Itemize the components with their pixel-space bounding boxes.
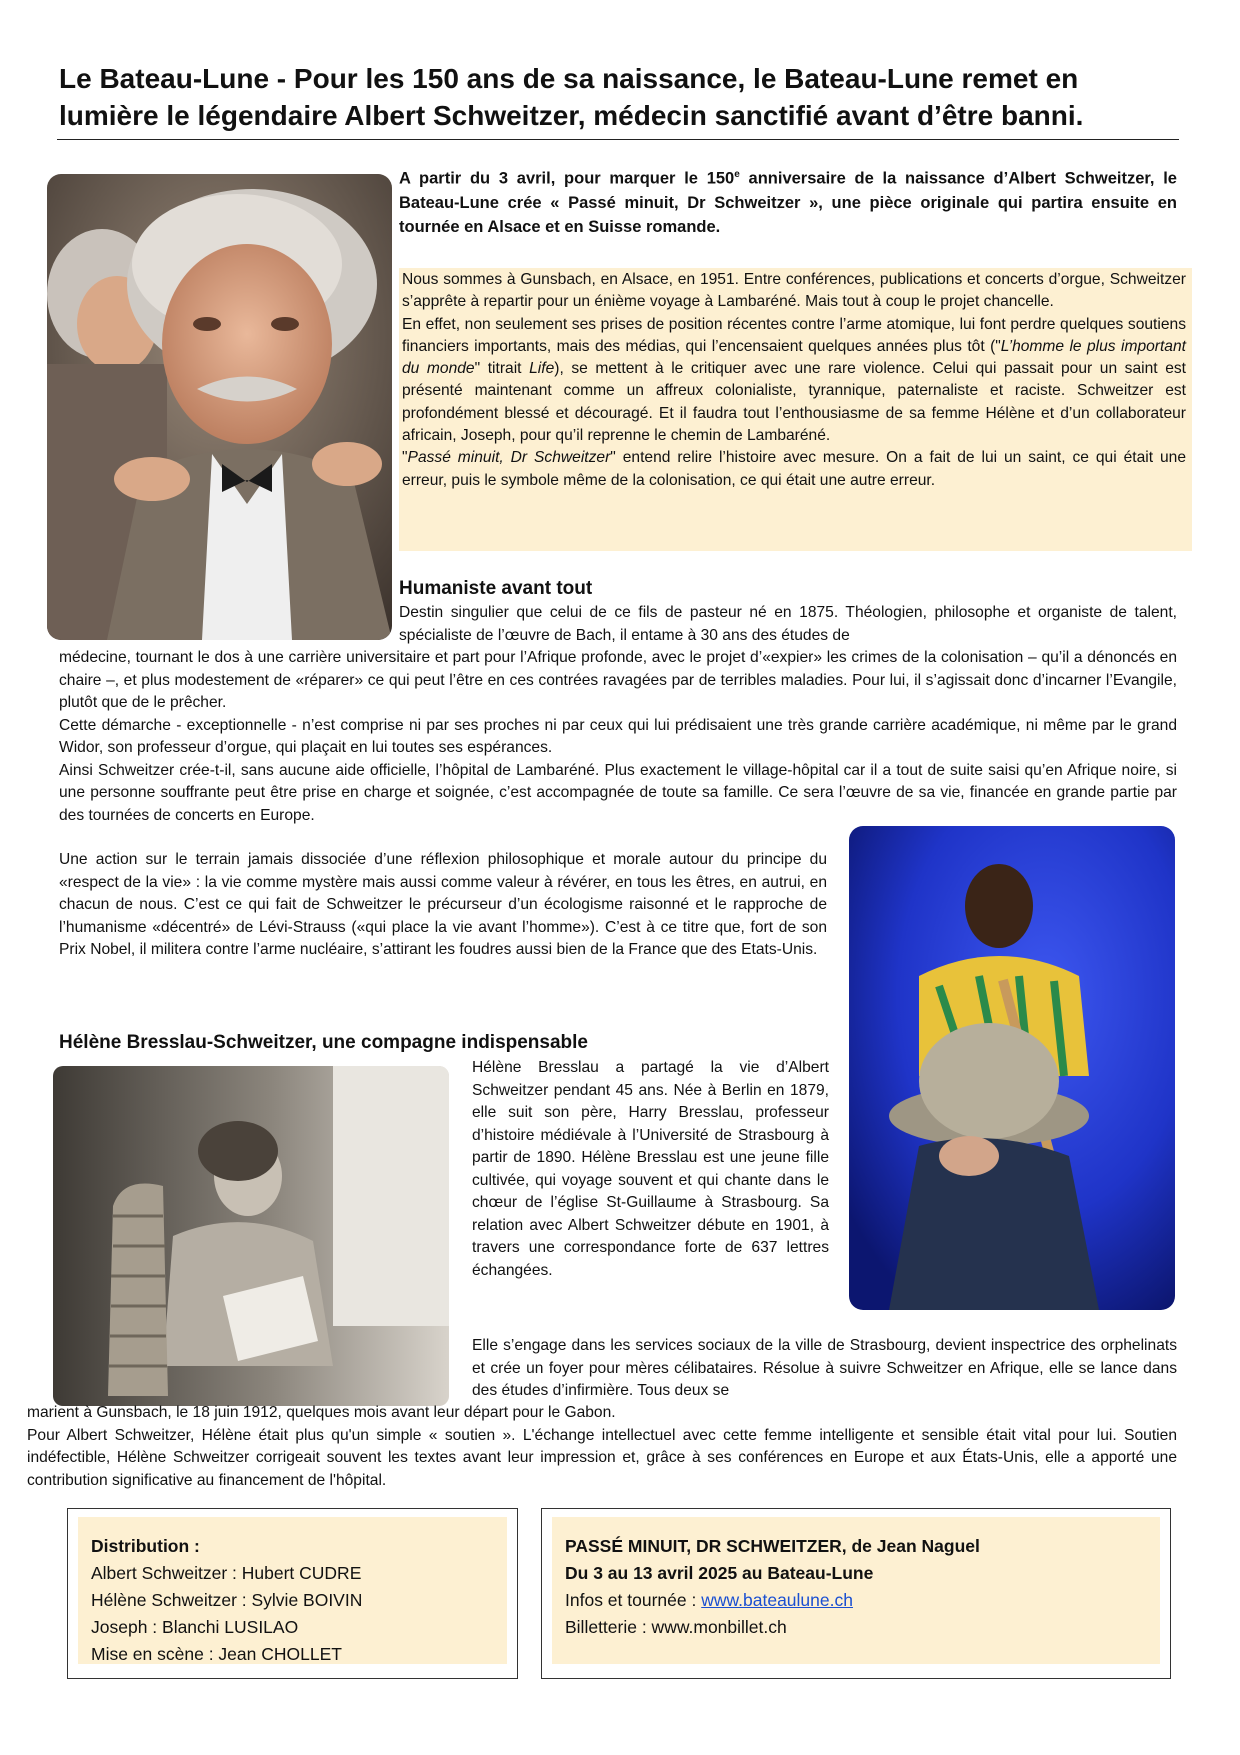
photo-helene-reading [53,1066,449,1406]
helene-p4: Pour Albert Schweitzer, Hélène était plus qu'un simple « soutien ». L'échange intellectuel avec cette femme intelligente et sensible était vital pour lui. Soutien indéfectible, Hélène Schweitzer corrigeait souvent les textes avant leur impression et, grâce à ses conférences en Europe et aux États-Unis, elle a apporté une contribution significative au financement de l'hôpital. [27,1426,1177,1489]
cast-line: Joseph : Blanchi LUSILAO [91,1617,299,1637]
humaniste-p1: Destin singulier que celui de ce fils de pasteur né en 1875. Théologien, philosophe et organiste de talent, spécialiste de l’œuvre de Bach, il entame à 30 ans des études de [399,604,1177,644]
photo-stage-joseph [849,826,1175,1310]
show-title: PASSÉ MINUIT, DR SCHWEITZER, de Jean Naguel [565,1536,980,1556]
distribution-text [91,1533,362,1668]
helene-p1: Hélène Bresslau a partagé la vie d’Albert Schweitzer pendant 45 ans. Née à Berlin en 1879, elle suit son père, Harry Bresslau, professeur d’histoire médiévale à l’Université de Strasbourg à partir de 1890. Hélène Bresslau est une jeune fille cultivée, qui voyage souvent et qui chante dans le chœur de l’église St-Guillaume à Strasbourg. Sa relation avec Albert Schweitzer débute en 1901, à travers une correspondance forte de 637 lettres échangées. [472,1059,829,1279]
photo-schweitzer-helene [47,174,392,640]
humaniste-p2: médecine, tournant le dos à une carrière universitaire et part pour l’Afrique profonde, avec le projet d’«expier» les crimes de la colonisation – qu’il a dénoncés en chaire –, et plus modestement de «réparer» ce qui peut l’être en ces contrées ravagées par de terribles maladies. Pour lui, il s’agissait donc d’incarner l’Evangile, plutôt que de le prêcher. [59,649,1177,711]
show-infos-label: Infos et tournée : [565,1590,702,1610]
synopsis-p2: En effet, non seulement ses prises de position récentes contre l’arme atomique, lui font perdre quelques soutiens financiers importants, mais des médias, qui l’encensaient quelques années plus tôt ("L’homme le plus important du monde" titrait Life), se mettent à le critiquer avec une rare violence. Celui qui passait pour un saint est présenté maintenant comme un affreux colonialiste, tyrannique, paternaliste et raciste. Schweitzer est profondément blessé et découragé. Et il faudra tout l’enthousiasme de sa femme Hélène et d’un collaborateur africain, Joseph, pour qu’il reprenne le chemin de Lambaréné. [402,315,1187,445]
cast-line: Albert Schweitzer : Hubert CUDRE [91,1563,362,1583]
show-info-text [565,1533,980,1641]
bateaulune-link[interactable]: www.bateaulune.ch [701,1590,853,1610]
show-info-box [541,1508,1171,1679]
distribution-heading: Distribution : [91,1536,200,1556]
helene-p2: Elle s’engage dans les services sociaux de la ville de Strasbourg, devient inspectrice des orphelinats et crée un foyer pour mères célibataires. Résolue à suivre Schweitzer en Afrique, elle se lance dans des études d’infirmière. Tous deux se [472,1337,1177,1399]
synopsis-p3: "Passé minuit, Dr Schweitzer" entend relire l’histoire avec mesure. On a fait de lui un saint, ce qui était une erreur, puis le symbole même de la colonisation, ce qui était une autre erreur. [402,449,1186,489]
humaniste-p5: Une action sur le terrain jamais dissociée d’une réflexion philosophique et morale autour du principe du «respect de la vie» : la vie comme mystère mais aussi comme valeur à révérer, en tous les êtres, en autrui, en chacun de nous. C’est ce qui fait de Schweitzer le précurseur d’un écologisme raisonné et le rapproche de l’humanisme «décentré» de Lévi-Strauss («qui place la vie avant l’homme»). C’est à ce titre que, fort de son Prix Nobel, il militera contre l’arme nucléaire, s’attirant les foudres aussi bien de la France que des Etats-Unis. [59,851,827,958]
show-dates: Du 3 au 13 avril 2025 au Bateau-Lune [565,1563,874,1583]
cast-line: Hélène Schweitzer : Sylvie BOIVIN [91,1590,363,1610]
section-heading-humaniste: Humaniste avant tout [399,578,593,599]
humaniste-p3: Cette démarche - exceptionnelle - n’est comprise ni par ses proches ni par ceux qui lui prédisaient une très grande carrière académique, ni même par le grand Widor, son professeur d’orgue, qui plaçait en lui toutes ses espérances. [59,716,1177,756]
show-tickets: Billetterie : www.monbillet.ch [565,1617,787,1637]
page-title: Le Bateau-Lune - Pour les 150 ans de sa naissance, le Bateau-Lune remet en lumière le légendaire Albert Schweitzer, médecin sanctifié avant d’être banni. [59,63,1084,131]
title-underline [57,139,1179,140]
humaniste-block [59,647,1177,827]
section-heading-helene: Hélène Bresslau-Schweitzer, une compagne indispensable [59,1032,589,1053]
distribution-box-inner [78,1517,507,1664]
lead-paragraph: A partir du 3 avril, pour marquer le 150e anniversaire de la naissance d’Albert Schweitzer, le Bateau-Lune crée « Passé minuit, Dr Schweitzer », une pièce originale qui partira ensuite en tournée en Alsace et en Suisse romande. [399,169,1177,236]
humaniste-p4: Ainsi Schweitzer crée-t-il, sans aucune aide officielle, l’hôpital de Lambaréné. Plus exactement le village-hôpital car il a tout de suite saisi qu’en Afrique noire, si une personne souffrante peut être prise en charge et soignée, c’est accompagnée de toute sa famille. Ce sera l’œuvre de sa vie, financée en grande partie par des tournées de concerts en Europe. [59,761,1177,824]
synopsis-p1: Nous sommes à Gunsbach, en Alsace, en 1951. Entre conférences, publications et concerts d’orgue, Schweitzer s’apprête à repartir pour un énième voyage à Lambaréné. Mais tout à coup le projet chancelle. [402,271,1186,311]
cast-line: Mise en scène : Jean CHOLLET [91,1644,342,1664]
helene-block [27,1402,1177,1492]
helene-p3: marient à Gunsbach, le 18 juin 1912, quelques mois avant leur départ pour le Gabon. [27,1404,616,1421]
distribution-box [67,1508,518,1679]
show-info-box-inner [552,1517,1160,1664]
synopsis-box [399,268,1192,551]
